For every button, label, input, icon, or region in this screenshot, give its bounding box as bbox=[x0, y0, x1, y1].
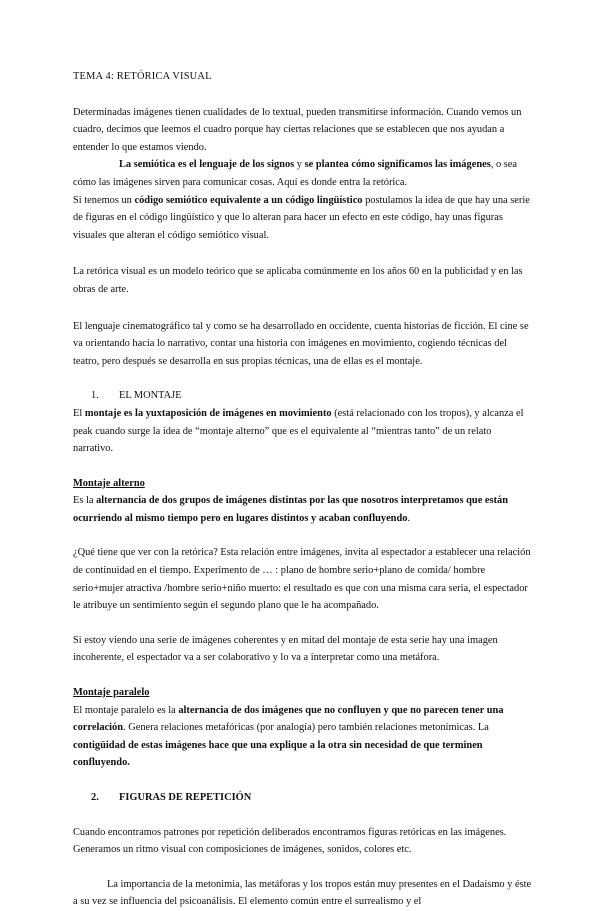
paragraph-cine: El lenguaje cinematográfico tal y como se ha desarrollado en occidente, cuenta historias de ficción. El cine se va orientando hacia lo narrativo, contar una historia con imágenes en movimiento, cogiendo técnicas del teatro, pero después se desarrolla en sus propias técnicas, una de ellas es el montaje. bbox=[73, 320, 529, 367]
bold-text: montaje es la yuxtaposición de imágenes en movimiento bbox=[84, 407, 332, 419]
text: El montaje paralelo es la bbox=[73, 704, 179, 716]
paragraph-paralelo bbox=[73, 702, 533, 772]
bold-text: se plantea cómo significamos las imágenes bbox=[304, 159, 491, 171]
subheading-montaje-paralelo bbox=[73, 684, 533, 702]
section-number: 1. bbox=[91, 390, 99, 402]
bold-text: código semiótico equivalente a un código lingüístico bbox=[134, 194, 363, 206]
section-title: FIGURAS DE REPETICIÓN bbox=[119, 792, 252, 803]
text: El bbox=[73, 407, 85, 419]
section-heading-repeticion bbox=[91, 789, 533, 807]
paragraph-retorica-visual: La retórica visual es un modelo teórico que se aplicaba comúnmente en los años 60 en la publicidad y en las obras de arte. bbox=[73, 266, 523, 295]
text: Es la bbox=[73, 495, 97, 507]
bold-text: La semiótica es el lenguaje de los signos bbox=[119, 159, 295, 171]
underlined-heading: Montaje paralelo bbox=[73, 687, 150, 699]
paragraph-experimento: ¿Qué tiene que ver con la retórica? Esta relación entre imágenes, invita al espectador a establecer una relación de continuidad en el tiempo. Experimento de … : plano de hombre serio+plano de comida/ hombre serio+mujer atractiva /hombre serio+niño muerto: el resultado es que con una misma cara seria, el espectador le atribuye un sentimiento según el segundo plano que le ha acompañado. bbox=[73, 547, 531, 612]
bold-text: contigüidad de estas imágenes hace que una explique a la otra sin necesidad de que terminen confluyendo. bbox=[73, 739, 483, 769]
text: Si tenemos un bbox=[73, 194, 135, 206]
paragraph-alterno bbox=[73, 492, 533, 527]
section-number: 2. bbox=[91, 792, 99, 803]
page-title: TEMA 4: RETÓRICA VISUAL bbox=[73, 71, 212, 82]
text: postulamos la idea de que hay una serie de figuras en el código lingüístico y que lo alteran para hacer un efecto en este código, hay unas figuras visuales que alteran el código semiótico visual. bbox=[73, 194, 530, 241]
paragraph-montaje bbox=[73, 405, 533, 458]
paragraph-repeticion: Cuando encontramos patrones por repetición deliberados encontramos figuras retóricas en las imágenes. Generamos un ritmo visual con composiciones de imágenes, sonidos, colores etc. bbox=[73, 826, 507, 856]
document-page bbox=[73, 68, 533, 911]
paragraph-intro: Determinadas imágenes tienen cualidades de lo textual, pueden transmitirse información. Cuando vemos un cuadro, decimos que leemos el cuadro porque hay ciertas relaciones que se establecen que nos ayudan a entender lo que estamos viendo. bbox=[73, 106, 522, 153]
text: y bbox=[294, 159, 305, 171]
text: , o sea cómo las imágenes sirven para comunicar cosas. Aquí es donde entra la retórica. bbox=[73, 159, 518, 188]
bold-text: alternancia de dos grupos de imágenes distintas por las que nosotros interpretamos que están ocurriendo al mismo tiempo pero en lugares distintos y acaban confluyendo bbox=[73, 495, 508, 524]
text: (está relacionado con los tropos), y alcanza el peak cuando surge la idea de “montaje alterno” que es el equivalente al “mientras tanto” de un relato narrativo. bbox=[73, 407, 524, 455]
subheading-montaje-alterno bbox=[73, 475, 533, 493]
paragraph-dadaismo: La importancia de la metonimia, las metáforas y los tropos están muy presentes en el Dadaísmo y éste a su vez se influencia del psicoanálisis. El elemento común entre el surrealismo y el bbox=[73, 878, 532, 908]
section-heading-montaje bbox=[91, 387, 533, 405]
section-title: EL MONTAJE bbox=[119, 390, 182, 402]
bold-text: alternancia de dos imágenes que no confluyen y que no parecen tener una correlación bbox=[73, 704, 504, 734]
text: . bbox=[407, 512, 411, 524]
paragraph-codigo bbox=[73, 192, 533, 245]
paragraph-metafora: Si estoy viendo una serie de imágenes coherentes y en mitad del montaje de esta serie hay una imagen incoherente, el espectador va a ser colaborativo y lo va a interpretar como una metáfora. bbox=[73, 634, 498, 664]
paragraph-semiotica bbox=[73, 156, 533, 191]
underlined-heading: Montaje alterno bbox=[73, 477, 145, 489]
text: . Genera relaciones metafóricas (por analogía) pero también relaciones metonímicas. La bbox=[123, 722, 489, 734]
